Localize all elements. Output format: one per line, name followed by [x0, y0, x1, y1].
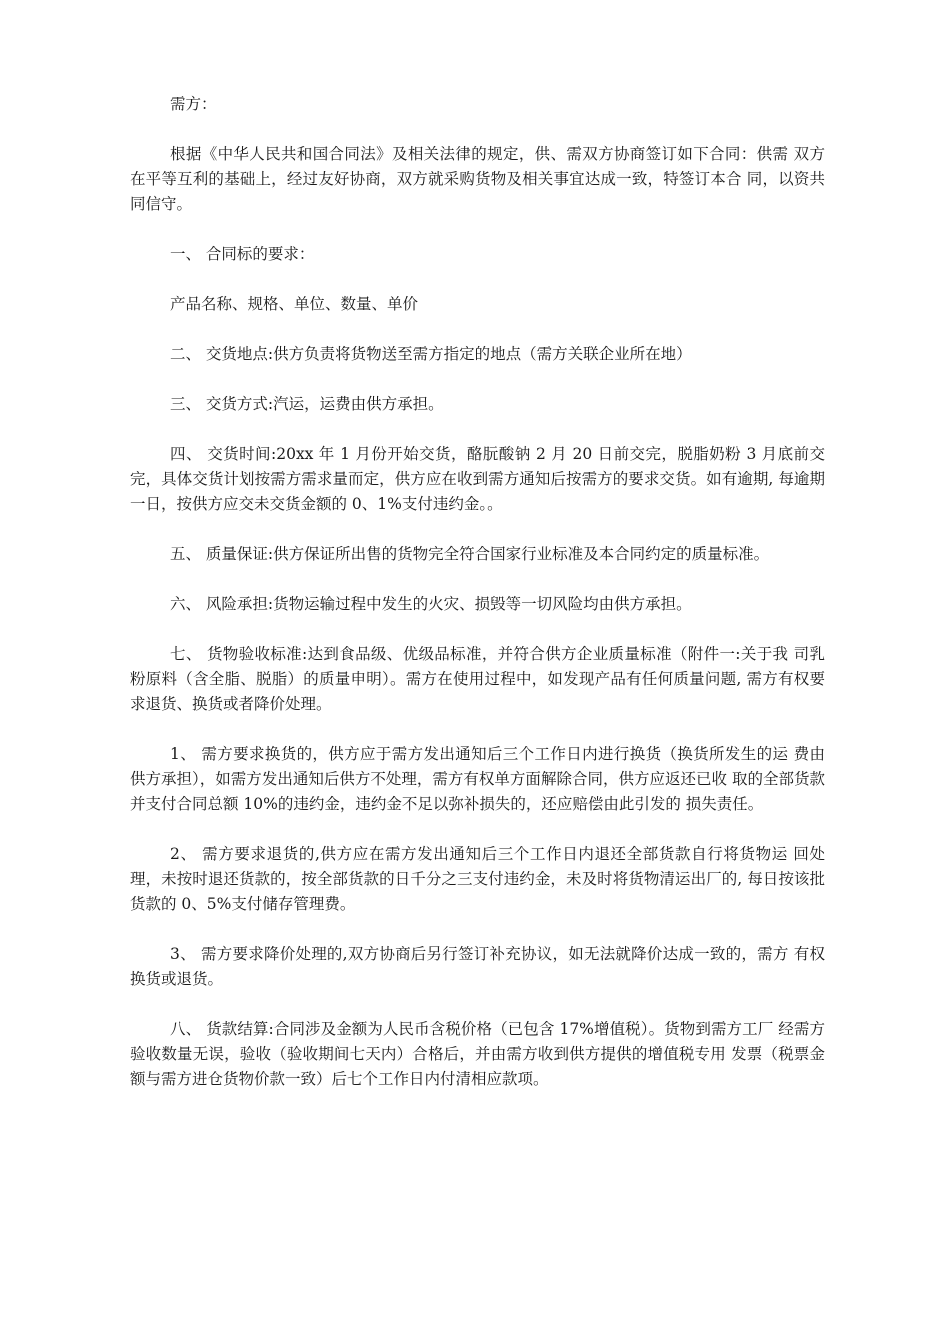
- sub-clause-1-exchange: 1、 需方要求换货的，供方应于需方发出通知后三个工作日内进行换货（换货所发生的运 费由供方承担），如需方发出通知后供方不处理，需方有权单方面解除合同，供方应返还已收 取的全部货款并支付合同总额 10%的违约金，违约金不足以弥补损失的，还应赔偿由此引发的 损失责任。: [130, 745, 825, 813]
- clause-4-delivery-time: 四、 交货时间:20xx 年 1 月份开始交货，酪朊酸钠 2 月 20 日前交完，脱脂奶粉 3 月底前交 完，具体交货计划按需方需求量而定，供方应在收到需方通知后按需方的要求交货。如有逾期, 每逾期一日，按供方应交未交货金额的 0、1%支付违约金。。: [130, 445, 825, 513]
- clause-1-heading: 一、 合同标的要求：: [170, 245, 315, 263]
- clause-5-quality-guarantee: 五、 质量保证:供方保证所出售的货物完全符合国家行业标准及本合同约定的质量标准。: [170, 545, 770, 563]
- sub-clause-3-price-reduction: 3、 需方要求降价处理的,双方协商后另行签订补充协议，如无法就降价达成一致的，需方 有权换货或退货。: [130, 945, 825, 988]
- clause-7-acceptance-standard: 七、 货物验收标准:达到食品级、优级品标准，并符合供方企业质量标准（附件一:关于我 司乳粉原料（含全脂、脱脂）的质量申明）。需方在使用过程中，如发现产品有任何质量问题, 需方有权要求退货、换货或者降价处理。: [130, 645, 825, 713]
- contract-document: [130, 92, 825, 1117]
- clause-8-payment: 八、 货款结算:合同涉及金额为人民币含税价格（已包含 17%增值税）。货物到需方工厂 经需方验收数量无误，验收（验收期间七天内）合格后，并由需方收到供方提供的增值税专用 发票（税票金额与需方进仓货物价款一致）后七个工作日内付清相应款项。: [130, 1020, 825, 1088]
- clause-3-delivery-method: 三、 交货方式:汽运，运费由供方承担。: [170, 395, 444, 413]
- sub-clause-2-return: 2、 需方要求退货的,供方应在需方发出通知后三个工作日内退还全部货款自行将货物运 回处理，未按时退还货款的，按全部货款的日千分之三支付违约金，未及时将货物清运出厂的, 每日按该批货款的 0、5%支付储存管理费。: [130, 845, 825, 913]
- product-fields-line: 产品名称、规格、单位、数量、单价: [170, 295, 419, 313]
- preamble-paragraph: 根据《中华人民共和国合同法》及相关法律的规定，供、需双方协商签订如下合同：供需 双方在平等互利的基础上，经过友好协商，双方就采购货物及相关事宜达成一致，特签订本合 同，以资共同信守。: [130, 145, 825, 213]
- clause-2-delivery-location: 二、 交货地点:供方负责将货物送至需方指定的地点（需方关联企业所在地）: [170, 345, 692, 363]
- buyer-label: 需方：: [170, 95, 217, 113]
- clause-6-risk: 六、 风险承担:货物运输过程中发生的火灾、损毁等一切风险均由供方承担。: [170, 595, 692, 613]
